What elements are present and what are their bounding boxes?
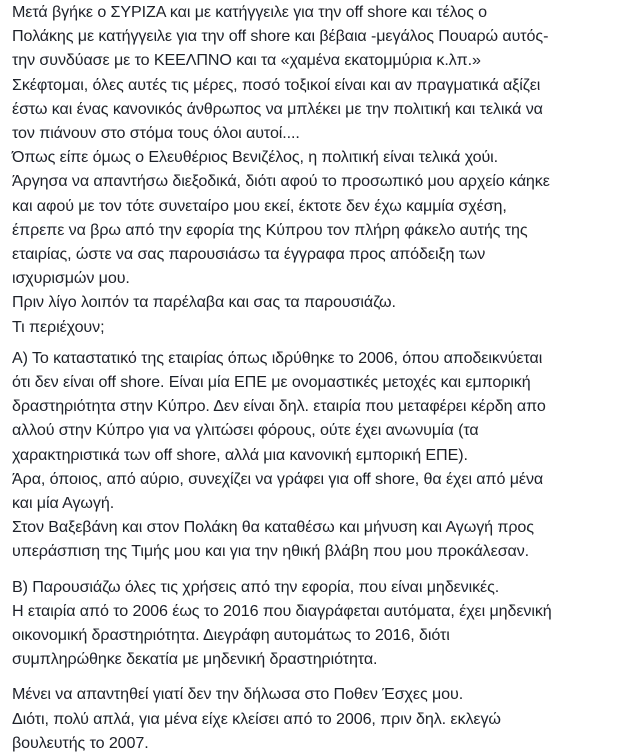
text-line: και μία Αγωγή. xyxy=(12,494,115,513)
text-line: εταιρίας, ώστε να σας παρουσιάσω τα έγγραφα προς απόδειξη των xyxy=(12,245,486,264)
text-line: ότι δεν είναι off shore. Είναι μία ΕΠΕ με ονομαστικές μετοχές και εμπορική xyxy=(12,373,531,392)
text-line: υπεράσπιση της Τιμής μου και για την ηθική βλάβη που μου προκάλεσαν. xyxy=(12,542,530,561)
text-line: Άρα, όποιος, από αύριο, συνεχίζει να γράφει για off shore, θα έχει από μένα xyxy=(12,469,544,488)
text-line: Στον Βαξεβάνη και στον Πολάκη θα καταθέσω και μήνυση και Αγωγή προς xyxy=(12,518,534,537)
text-line: ισχυρισμών μου. xyxy=(12,269,130,288)
post-paragraph xyxy=(12,682,621,755)
text-line: έστω και ένας κανονικός άνθρωπος να μπλέκει με την πολιτική και τελικά να xyxy=(12,99,543,118)
text-line: τον πιάνουν στο στόμα τους όλοι αυτοί.... xyxy=(12,124,300,143)
text-line: Α) Το καταστατικό της εταιρίας όπως ιδρύθηκε το 2006, όπου αποδεικνύεται xyxy=(12,348,543,367)
text-line: βουλευτής το 2007. xyxy=(12,733,149,752)
text-line: Μετά βγήκε ο ΣΥΡΙΖΑ και με κατήγγειλε για την off shore και τέλος ο xyxy=(12,3,488,21)
text-line: Πριν λίγο λοιπόν τα παρέλαβα και σας τα παρουσιάζω. xyxy=(12,293,396,312)
post-paragraph xyxy=(12,575,621,672)
text-line: Τι περιέχουν; xyxy=(12,317,105,336)
text-line: χαρακτηριστικά των off shore, αλλά μια κανονική εμπορική ΕΠΕ). xyxy=(12,445,468,464)
text-line: αλλού στην Κύπρο για να γλιτώσει φόρους, ούτε έχει ανωνυμία (τα xyxy=(12,421,479,440)
text-line: Σκέφτομαι, όλες αυτές τις μέρες, ποσό τοξικοί είναι και αν πραγματικά αξίζει xyxy=(12,75,541,94)
text-line: Άργησα να απαντήσω διεξοδικά, διότι αφού το προσωπικό μου αρχείο κάηκε xyxy=(12,172,550,191)
text-line: Πολάκης με κατήγγειλε για την off shore και βέβαια -μεγάλος Πουαρώ αυτός- xyxy=(12,27,549,46)
text-line: Η εταιρία από το 2006 έως το 2016 που διαγράφεται αυτόματα, έχει μηδενική xyxy=(12,601,552,620)
post-paragraph xyxy=(12,0,621,339)
text-line: την συνδύασε με το ΚΕΕΛΠΝΟ και τα «χαμένα εκατομμύρια κ.λπ.» xyxy=(12,51,481,70)
text-line: συμπληρώθηκε δεκατία με μηδενική δραστηριότητα. xyxy=(12,650,378,669)
text-line: Β) Παρουσιάζω όλες τις χρήσεις από την εφορία, που είναι μηδενικές. xyxy=(12,577,500,596)
paragraph-spacer xyxy=(12,564,621,575)
text-line: και αφού με τον τότε συνεταίρο μου εκεί, έκτοτε δεν έχω καμμία σχέση, xyxy=(12,196,507,215)
text-line: οικονομική δραστηριότητα. Διεγράφη αυτομάτως το 2016, διότι xyxy=(12,626,450,645)
text-line: δραστηριότητα στην Κύπρο. Δεν είναι δηλ. εταιρία που μεταφέρει κέρδη απο xyxy=(12,397,546,416)
text-line: Μένει να απαντηθεί γιατί δεν την δήλωσα στο Ποθεν Έσχες μου. xyxy=(12,685,464,704)
post-paragraph xyxy=(12,346,621,564)
text-line: έπρεπε να βρω από την εφορία της Κύπρου τον πλήρη φάκελο αυτής της xyxy=(12,220,528,239)
text-line: Διότι, πολύ απλά, για μένα είχε κλείσει από το 2006, πριν δηλ. εκλεγώ xyxy=(12,709,501,728)
paragraph-spacer xyxy=(12,671,621,682)
paragraph-spacer xyxy=(12,339,621,346)
post-text xyxy=(12,0,621,755)
text-line: Όπως είπε όμως ο Ελευθέριος Βενιζέλος, η πολιτική είναι τελικά χούι. xyxy=(12,148,499,167)
